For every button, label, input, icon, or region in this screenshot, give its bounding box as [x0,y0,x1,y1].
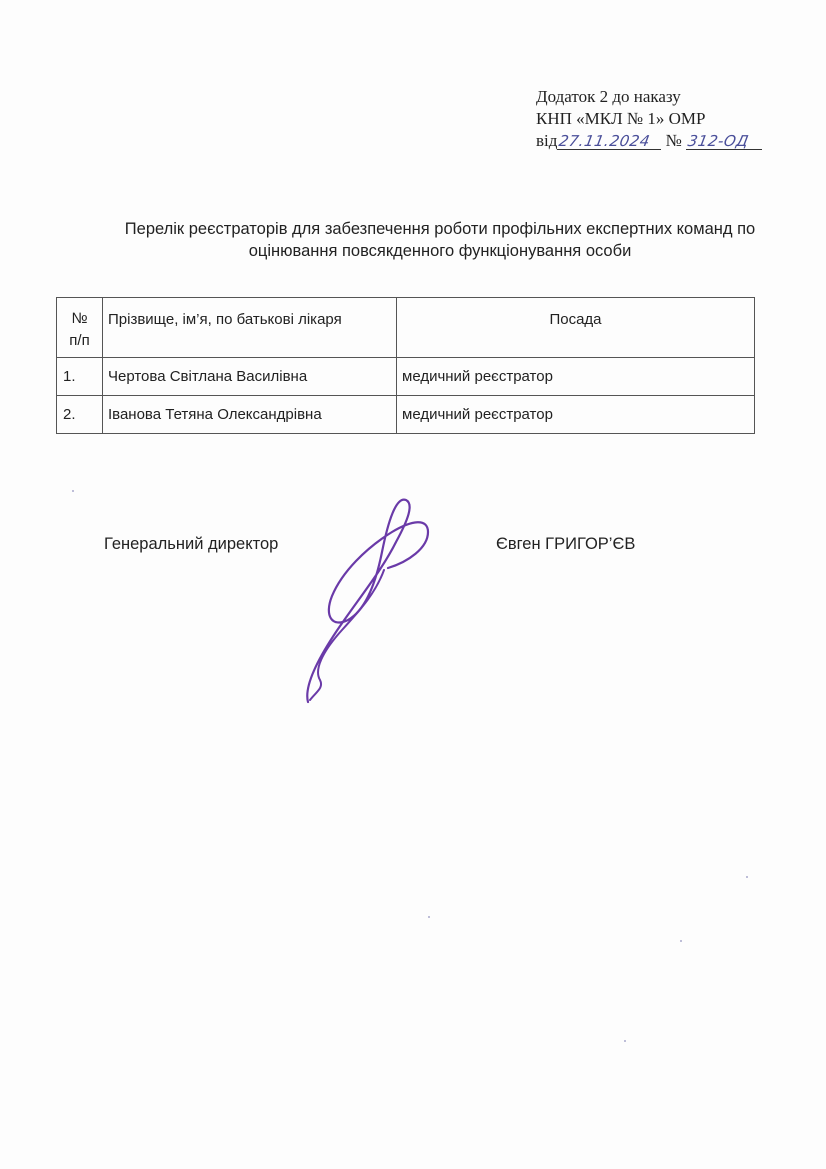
signatory-title: Генеральний директор [104,535,279,553]
header-number [57,298,103,358]
annex-line-1: Додаток 2 до наказу [536,87,681,106]
date-field [557,133,661,150]
handwritten-number: 312-ОД [686,132,751,150]
number-field [686,133,762,150]
handwritten-signature [296,492,456,712]
signatory-name: Євген ГРИГОР’ЄВ [496,535,636,553]
title-line-1: Перелік реєстраторів для забезпечення роботи профільних експертних команд по [124,220,756,238]
handwritten-date: 27.11.2024 [557,132,652,150]
scan-speck [72,490,74,492]
title-line-2: оцінювання повсякденного функціонування особи [248,242,632,260]
scan-speck [624,1040,626,1042]
document-title [90,218,790,262]
scan-speck [746,876,748,878]
row-position: медичний реєстратор [397,396,755,434]
date-prefix: від [536,131,558,150]
row-name: Чертова Світлана Василівна [103,358,397,396]
annex-reference [536,86,762,152]
row-number: 2. [57,396,103,434]
row-name: Іванова Тетяна Олександрівна [103,396,397,434]
scan-speck [680,940,682,942]
signature-stroke-loop [310,570,384,700]
registrars-table [56,297,755,434]
number-prefix: № [665,131,682,150]
header-name: Прізвище, ім’я, по батькові лікаря [103,298,397,358]
header-number-symbol: № [71,310,88,327]
header-position: Посада [397,298,755,358]
annex-line-2: КНП «МКЛ № 1» ОМР [536,109,706,128]
table-header-row [57,298,755,358]
row-number: 1. [57,358,103,396]
header-number-pp: п/п [69,332,90,349]
table-row [57,396,755,434]
table-row [57,358,755,396]
scan-speck [428,916,430,918]
row-position: медичний реєстратор [397,358,755,396]
annex-date-line [536,130,762,152]
